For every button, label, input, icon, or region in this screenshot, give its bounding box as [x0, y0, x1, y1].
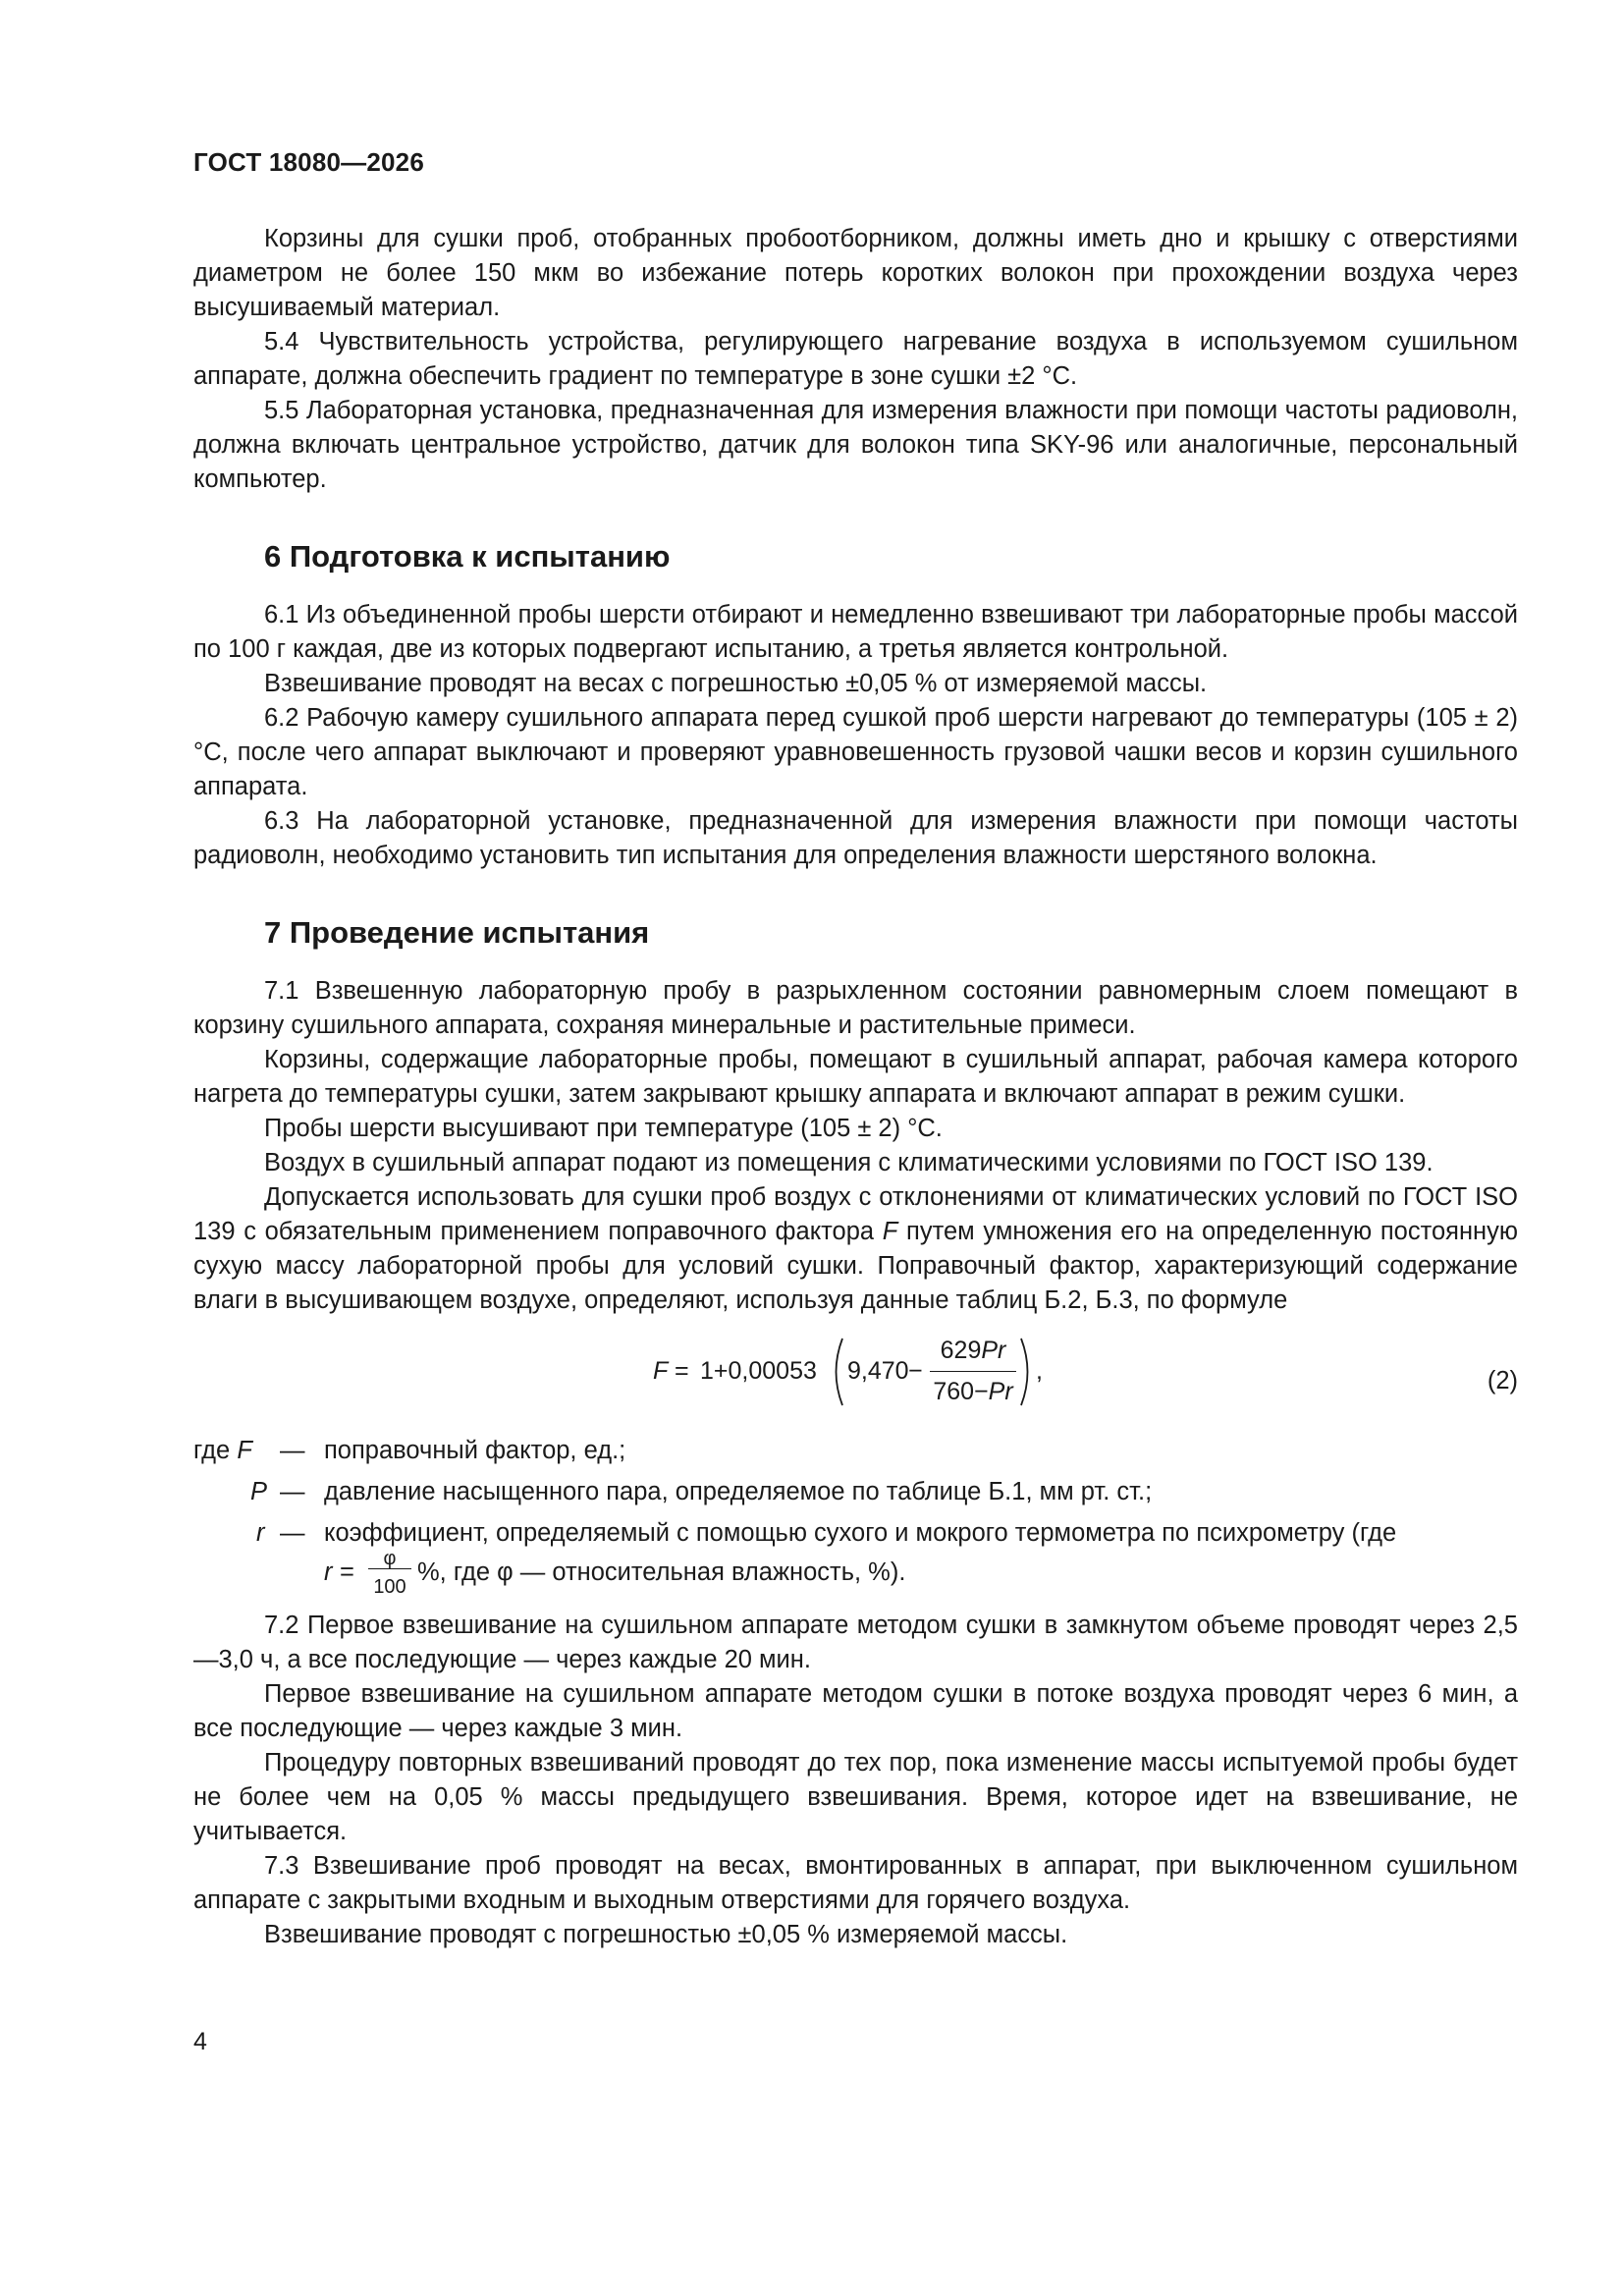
legend-dash: — [280, 1437, 305, 1464]
formula-number: (2) [1487, 1367, 1518, 1394]
paragraph: 6.3 На лабораторной установке, предназначенной для измерения влажности при помощи частоты радиоволн, необходимо установить тип испытания для определения влажности шерстяного волокна. [193, 807, 1518, 869]
section-heading-6: 6 Подготовка к испытанию [264, 539, 671, 574]
legend-hundred: 100 [373, 1576, 406, 1598]
formula-constant: 1+0,00053 [700, 1357, 817, 1385]
legend-F-desc: поправочный фактор, ед.; [324, 1437, 626, 1464]
formula-comma: , [1036, 1357, 1043, 1385]
legend-phi: φ [383, 1548, 397, 1569]
legend-P-desc: давление насыщенного пара, определяемое по таблице Б.1, мм рт. ст.; [324, 1478, 1153, 1505]
paragraph: Взвешивание проводят на весах с погрешностью ±0,05 % от измеряемой массы. [264, 670, 1208, 697]
document-body [193, 222, 1518, 1952]
paragraph: 5.4 Чувствительность устройства, регулирующего нагревание воздуха в используемом сушильном аппарате, должна обеспечить градиент по температуре в зоне сушки ±2 °С. [193, 328, 1518, 390]
paragraph: 6.2 Рабочую камеру сушильного аппарата перед сушкой проб шерсти нагревают до температуры (105 ± 2) °С, после чего аппарат выключают и проверяют уравновешенность грузовой чашки весов и корзин сушильного аппарата. [193, 704, 1518, 800]
paragraph: Первое взвешивание на сушильном аппарате методом сушки в потоке воздуха проводят через 6 мин, а все последующие — через каждые 3 мин. [193, 1680, 1518, 1742]
legend-r-tail: %, где φ — относительная влажность, %). [417, 1558, 906, 1586]
fraction-bar [930, 1371, 1016, 1372]
formula-minus: − [908, 1357, 923, 1385]
right-paren-icon [1018, 1338, 1036, 1406]
paragraph: Воздух в сушильный аппарат подают из помещения с климатическими условиями по ГОСТ ISO 139. [264, 1149, 1434, 1176]
formula-legend [193, 1434, 1518, 1601]
document-header: ГОСТ 18080—2026 [193, 147, 424, 177]
paragraph: Корзины, содержащие лабораторные пробы, помещают в сушильный аппарат, рабочая камера которого нагрета до температуры сушки, затем закрывают крышку аппарата и включают аппарат в режим сушки. [193, 1046, 1518, 1108]
left-paren-icon [828, 1338, 845, 1406]
paragraph: Корзины для сушки проб, отобранных пробоотборником, должны иметь дно и крышку с отверстиями диаметром не более 150 мкм во избежание потерь коротких волокон при прохождении воздуха через высушиваемый материал. [193, 225, 1518, 321]
paragraph: Процедуру повторных взвешиваний проводят до тех пор, пока изменение массы испытуемой пробы будет не более чем на 0,05 % массы предыдущего взвешивания. Время, которое идет на взвешивание, не учитывается. [193, 1749, 1518, 1845]
legend-dash: — [280, 1519, 305, 1547]
legend-r-symbol: r [256, 1519, 265, 1547]
page-number: 4 [193, 2028, 207, 2055]
legend-where: где F [193, 1437, 252, 1464]
paragraph: 7.3 Взвешивание проб проводят на весах, вмонтированных в аппарат, при выключенном сушильном аппарате с закрытыми входным и выходным отверстиями для горячего воздуха. [193, 1852, 1518, 1914]
formula-numerator: 629Pr [940, 1337, 1006, 1364]
legend-P-symbol: P [250, 1478, 268, 1505]
legend-r-desc: коэффициент, определяемый с помощью сухого и мокрого термометра по психрометру (где [324, 1519, 1397, 1547]
legend-dash: — [280, 1478, 305, 1505]
formula-denominator: 760−Pr [933, 1378, 1013, 1405]
variable-F: F [882, 1218, 898, 1245]
paragraph: 5.5 Лабораторная установка, предназначенная для измерения влажности при помощи частоты радиоволн, должна включать центральное устройство, датчик для волокон типа SKY-96 или аналогичные, персональный компьютер. [193, 397, 1518, 493]
paragraph: Пробы шерсти высушивают при температуре (105 ± 2) °С. [264, 1115, 943, 1142]
paragraph: 7.2 Первое взвешивание на сушильном аппарате методом сушки в замкнутом объеме проводят через 2,5—3,0 ч, а все последующие — через каждые 20 мин. [193, 1612, 1518, 1673]
formula-inner: 9,470 [847, 1357, 909, 1385]
formula-lhs: F [653, 1357, 669, 1385]
paragraph: 6.1 Из объединенной пробы шерсти отбирают и немедленно взвешивают три лабораторные пробы массой по 100 г каждая, две из которых подвергают испытанию, а третья является контрольной. [193, 601, 1518, 663]
document-page [193, 0, 1518, 2296]
legend-r-eq: r = [324, 1558, 354, 1586]
fraction-bar [368, 1568, 411, 1569]
section-heading-7: 7 Проведение испытания [264, 915, 650, 950]
paragraph: Взвешивание проводят с погрешностью ±0,05 % измеряемой массы. [264, 1921, 1068, 1948]
formula-2 [193, 1328, 1518, 1416]
paragraph-correction-factor: Допускается использовать для сушки проб воздух с отклонениями от климатических условий по ГОСТ ISO 139 с обязательным применением поправочного фактора F путем умножения его на определенную постоянную сухую массу лабораторной пробы для условий сушки. Поправочный фактор, характеризующий содержание влаги в высушивающем воздухе, определяют, используя данные таблиц Б.2, Б.3, по формуле [193, 1183, 1518, 1314]
paragraph: 7.1 Взвешенную лабораторную пробу в разрыхленном состоянии равномерным слоем помещают в корзину сушильного аппарата, сохраняя минеральные и растительные примеси. [193, 977, 1518, 1039]
formula-equals: = [675, 1357, 689, 1385]
